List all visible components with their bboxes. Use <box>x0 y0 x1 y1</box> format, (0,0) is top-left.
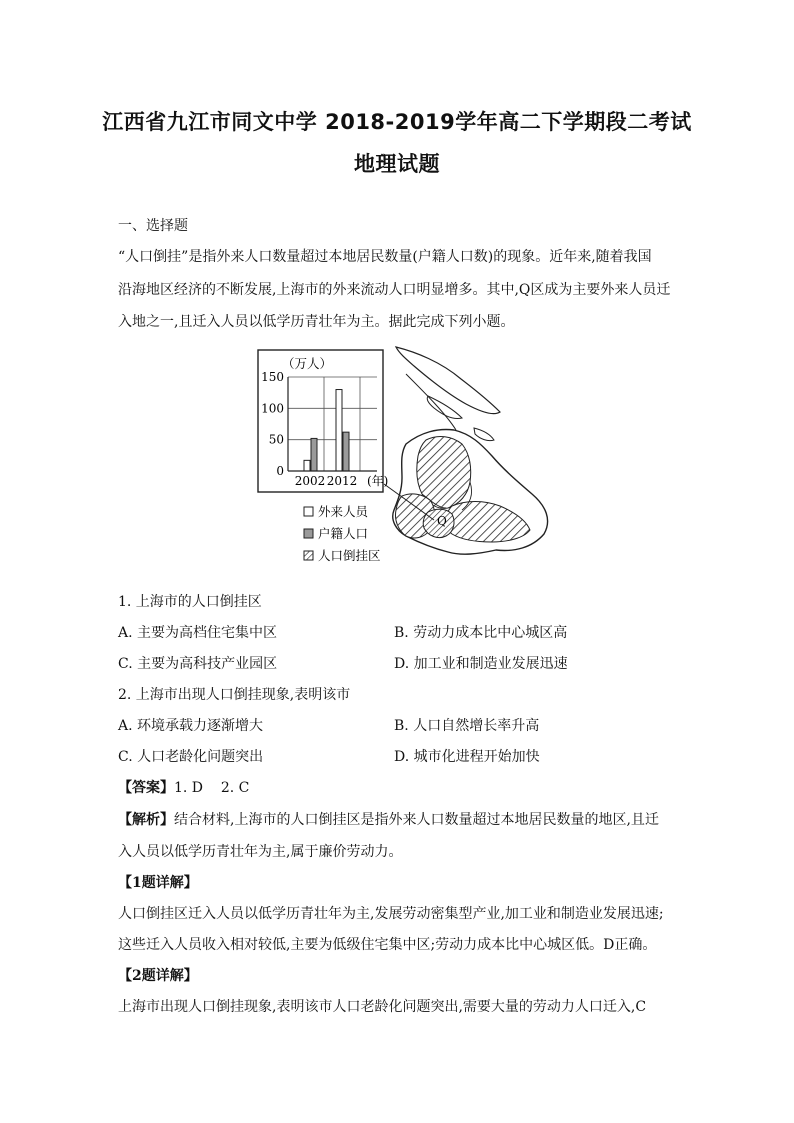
answer-text: 1. D 2. C <box>174 780 250 796</box>
section-heading: 一、选择题 <box>118 218 188 234</box>
detail-1-heading: 【1题详解】 <box>118 875 198 891</box>
analysis-tag: 【解析】 <box>118 812 174 828</box>
legend-label-inversion: 人口倒挂区 <box>318 548 381 563</box>
chart-ytick-label: 150 <box>261 370 284 384</box>
intro-line-3: 入地之一,且迁入人员以低学历青壮年为主。据此完成下列小题。 <box>118 314 515 330</box>
question-1-option-d: D. 加工业和制造业发展迅速 <box>394 656 568 672</box>
question-1-stem: 1. 上海市的人口倒挂区 <box>118 594 262 610</box>
document-subtitle: 地理试题 <box>354 152 440 176</box>
legend-swatch-inversion <box>304 551 313 560</box>
question-2-option-a: A. 环境承载力逐渐增大 <box>118 718 264 734</box>
intro-line-1: “人口倒挂”是指外来人口数量超过本地居民数量(户籍人口数)的现象。近年来,随着我国 <box>118 249 652 265</box>
map-label-q: Q <box>437 514 447 528</box>
detail-2-line-1: 上海市出现人口倒挂现象,表明该市人口老龄化问题突出,需要大量的劳动力人口迁入,C <box>118 999 647 1015</box>
chart-xtick-label: 2012 <box>326 474 358 488</box>
question-1-option-c: C. 主要为高科技产业园区 <box>118 656 278 672</box>
question-1-option-b: B. 劳动力成本比中心城区高 <box>394 625 568 641</box>
question-2-option-b: B. 人口自然增长率升高 <box>394 718 540 734</box>
figure <box>256 344 556 574</box>
bar-registered-2012 <box>343 432 349 471</box>
legend-label-migrants: 外来人员 <box>318 504 369 519</box>
chart-ytick-label: 0 <box>276 464 284 478</box>
chart-xtick-label: 2002 <box>294 474 326 488</box>
chart-ytick-label: 100 <box>261 401 284 416</box>
detail-1-line-2: 这些迁入人员收入相对较低,主要为低级住宅集中区;劳动力成本比中心城区低。D正确。 <box>118 937 657 953</box>
question-2-stem: 2. 上海市出现人口倒挂现象,表明该市 <box>118 687 351 703</box>
bar-migrants-2002 <box>304 460 310 471</box>
chart-ylabel: （万人） <box>282 356 333 371</box>
answer-tag: 【答案】 <box>118 780 174 796</box>
detail-1-line-1: 人口倒挂区迁入人员以低学历青壮年为主,发展劳动密集型产业,加工业和制造业发展迅速; <box>118 906 664 922</box>
intro-line-2: 沿海地区经济的不断发展,上海市的外来流动人口明显增多。其中,Q区成为主要外来人员迁 <box>118 282 671 298</box>
chart-ytick-label: 50 <box>268 432 284 447</box>
answer-line <box>118 778 249 798</box>
bar-registered-2002 <box>311 438 317 471</box>
question-2-option-c: C. 人口老龄化问题突出 <box>118 749 264 765</box>
island-small-2 <box>474 428 494 441</box>
bar-migrants-2012 <box>336 390 342 471</box>
detail-2-heading: 【2题详解】 <box>118 968 198 984</box>
analysis-line-2: 入人员以低学历青壮年为主,属于廉价劳动力。 <box>118 844 403 860</box>
legend-swatch-migrants <box>304 507 313 516</box>
question-2-option-d: D. 城市化进程开始加快 <box>394 749 540 765</box>
legend-label-registered: 户籍人口 <box>318 526 369 541</box>
analysis-text-1: 结合材料,上海市的人口倒挂区是指外来人口数量超过本地居民数量的地区,且迁 <box>174 812 659 828</box>
legend-swatch-registered <box>304 529 313 538</box>
document-title: 江西省九江市同文中学 2018-2019学年高二下学期段二考试 <box>102 110 692 134</box>
question-1-option-a: A. 主要为高档住宅集中区 <box>118 625 278 641</box>
analysis-line-1 <box>118 810 659 830</box>
chart-xlabel: (年) <box>367 474 389 488</box>
